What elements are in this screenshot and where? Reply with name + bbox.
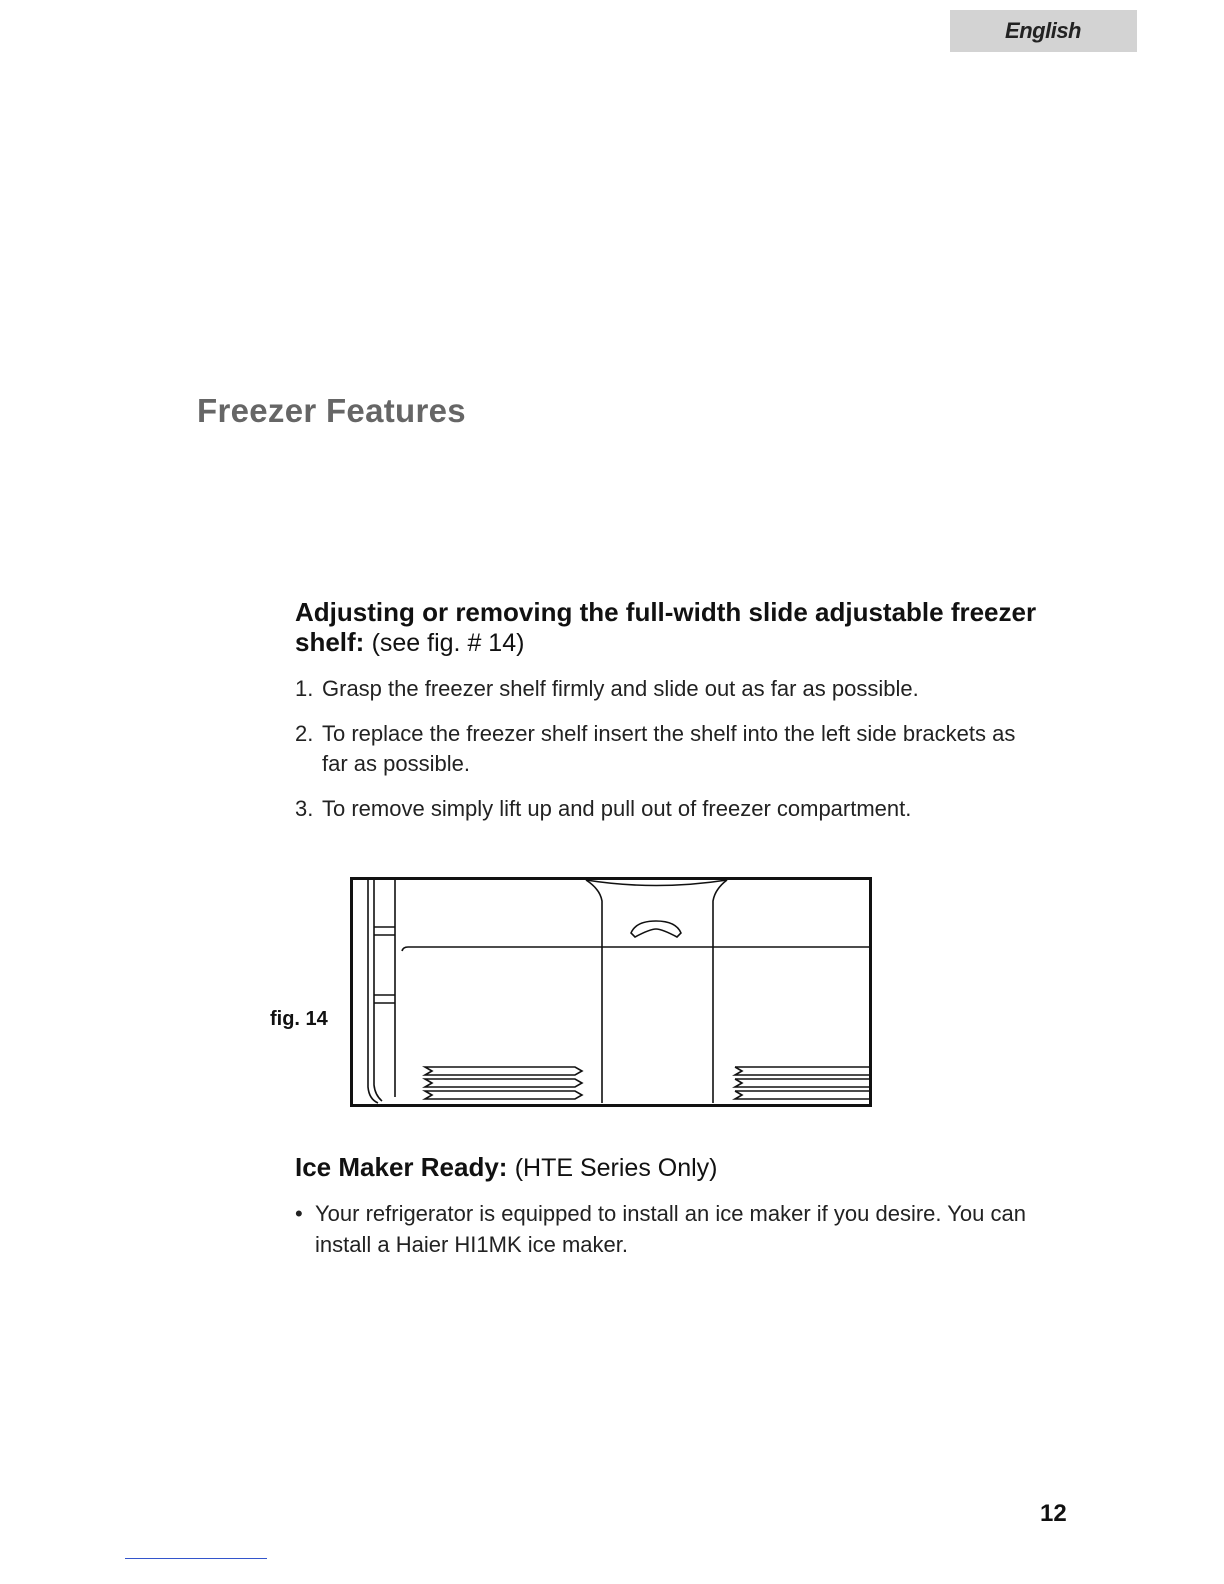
step-item [295,794,1045,824]
step-number: 1. [295,676,314,701]
shelf-heading [295,597,1055,658]
list-item [295,1198,1035,1260]
step-item [295,719,1045,779]
step-number: 3. [295,796,314,821]
figure-label: fig. 14 [270,1008,328,1030]
ice-maker-heading [295,1152,1055,1183]
shelf-heading-bold: Adjusting or removing the full-width slide adjustable freezer shelf: [295,597,1037,657]
freezer-shelf-illustration [350,877,872,1109]
ice-maker-heading-bold: Ice Maker Ready: [295,1152,508,1182]
step-text: To remove simply lift up and pull out of freezer compartment. [322,796,912,821]
shelf-heading-note: (see fig. # 14) [371,629,525,657]
step-text: To replace the freezer shelf insert the shelf into the left side brackets as far as possible. [322,721,1016,776]
ice-maker-heading-note: (HTE Series Only) [514,1154,718,1182]
bullet-text: Your refrigerator is equipped to install an ice maker if you desire. You can install a Haier HI1MK ice maker. [315,1201,1026,1257]
step-text: Grasp the freezer shelf firmly and slide out as far as possible. [322,676,919,701]
footer-rule [125,1558,267,1559]
step-number: 2. [295,721,314,746]
language-tab: English [950,10,1137,52]
bullet-dot: • [295,1201,303,1226]
shelf-steps-list [295,674,1045,839]
page-number: 12 [1040,1500,1067,1527]
ice-maker-bullets [295,1198,1035,1260]
section-title: Freezer Features [197,392,466,429]
step-item [295,674,1045,704]
